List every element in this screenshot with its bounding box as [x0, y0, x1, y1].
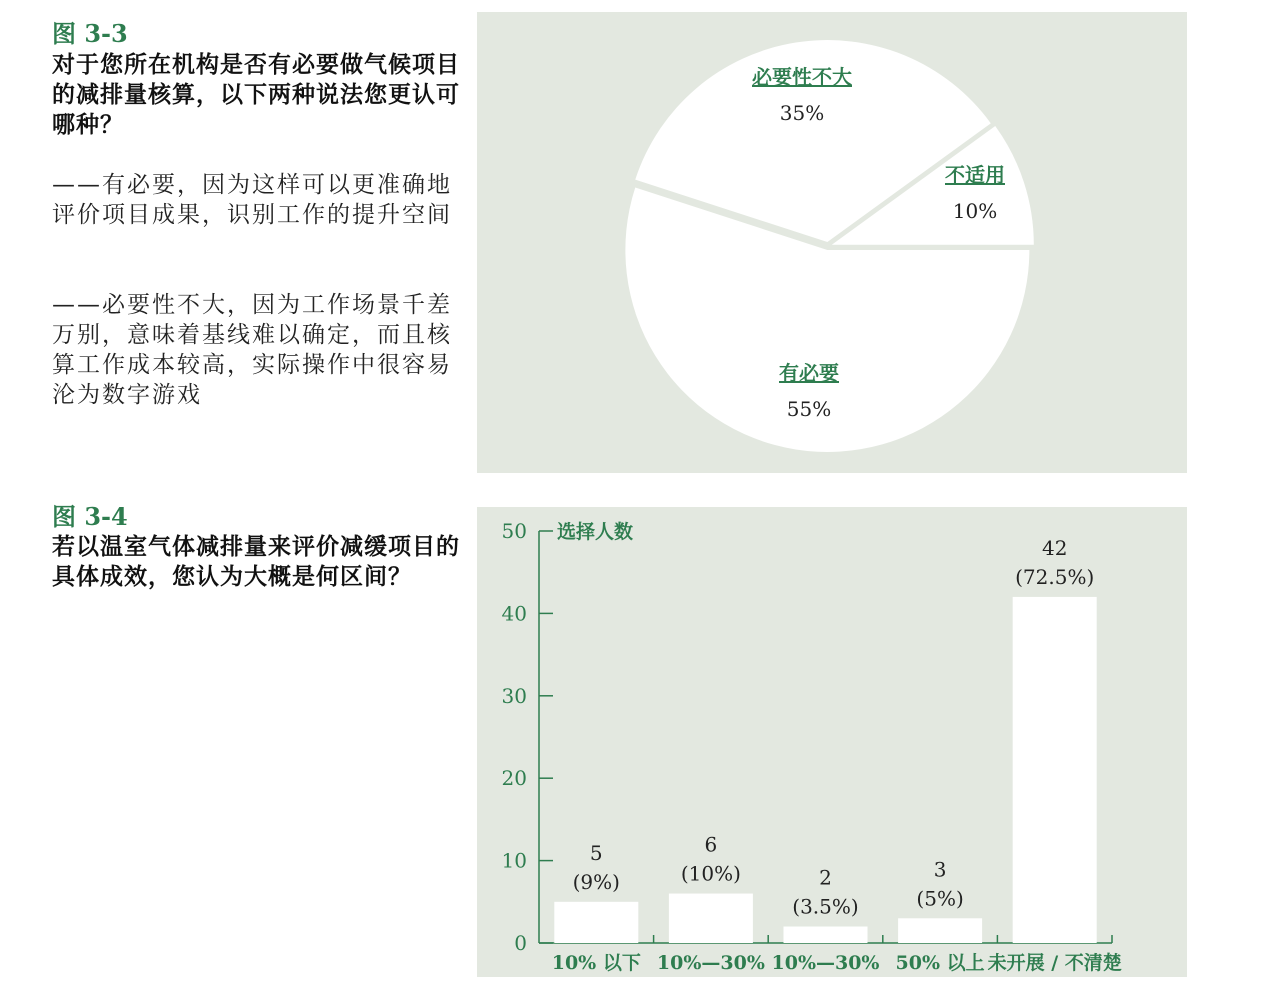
- bar-value-label-2: 2: [819, 865, 832, 890]
- y-tick-label-1: 10: [501, 848, 527, 873]
- bar-4: [1013, 597, 1097, 943]
- x-category-label-0: 10% 以下: [551, 952, 641, 974]
- x-category-label-2: 10%—30%: [771, 952, 880, 974]
- pie-label-1: 不适用: [945, 163, 1005, 187]
- bar-percent-label-0: (9%): [572, 869, 620, 894]
- y-tick-label-4: 40: [501, 601, 527, 626]
- option-not-necessary-text: ——必要性不大，因为工作场景千差万别，意味着基线难以确定，而且核算工作成本较高，实际操作中很容易沦为数字游戏: [52, 292, 452, 408]
- x-category-label-1: 10%—30%: [656, 952, 765, 974]
- pie-label-0: 必要性不大: [752, 65, 852, 89]
- bar-3: [898, 918, 982, 943]
- bar-chart: [477, 507, 1187, 977]
- pie-chart: [477, 12, 1187, 473]
- bar-percent-label-3: (5%): [916, 886, 964, 911]
- bar-value-label-4: 42: [1041, 535, 1068, 560]
- bar-percent-label-1: (10%): [680, 861, 741, 886]
- y-axis-label: 选择人数: [557, 521, 634, 543]
- y-tick-label-5: 50: [501, 519, 527, 543]
- pie-chart-panel: [477, 12, 1187, 473]
- pie-label-2: 有必要: [779, 361, 839, 385]
- figure-3-4-question: 若以温室气体减排量来评价减缓项目的具体成效，您认为大概是何区间？: [52, 534, 460, 590]
- bar-value-label-0: 5: [589, 840, 603, 865]
- x-category-label-3: 50% 以上: [895, 952, 985, 974]
- y-tick-label-3: 30: [501, 683, 527, 708]
- bar-value-label-3: 3: [933, 857, 947, 882]
- pie-value-2: 55%: [786, 397, 832, 421]
- y-tick-label-0: 0: [514, 931, 527, 955]
- bar-2: [784, 927, 868, 943]
- pie-value-1: 10%: [952, 199, 998, 223]
- bar-1: [669, 894, 753, 943]
- bar-chart-panel: [477, 507, 1187, 977]
- bar-percent-label-2: (3.5%): [792, 894, 859, 919]
- pie-value-0: 35%: [779, 101, 825, 125]
- y-tick-label-2: 20: [501, 766, 527, 791]
- bar-percent-label-4: (72.5%): [1015, 564, 1095, 589]
- figure-3-3-question: 对于您所在机构是否有必要做气候项目的减排量核算，以下两种说法您更认可哪种？: [52, 52, 460, 138]
- bar-0: [554, 902, 638, 943]
- x-category-label-4: 未开展 / 不清楚: [987, 952, 1122, 974]
- bar-value-label-1: 6: [704, 832, 718, 857]
- figure-3-3-label: 图 3-3: [52, 19, 128, 48]
- option-necessary-text: ——有必要，因为这样可以更准确地评价项目成果，识别工作的提升空间: [52, 172, 452, 228]
- figure-3-4-label: 图 3-4: [52, 502, 128, 531]
